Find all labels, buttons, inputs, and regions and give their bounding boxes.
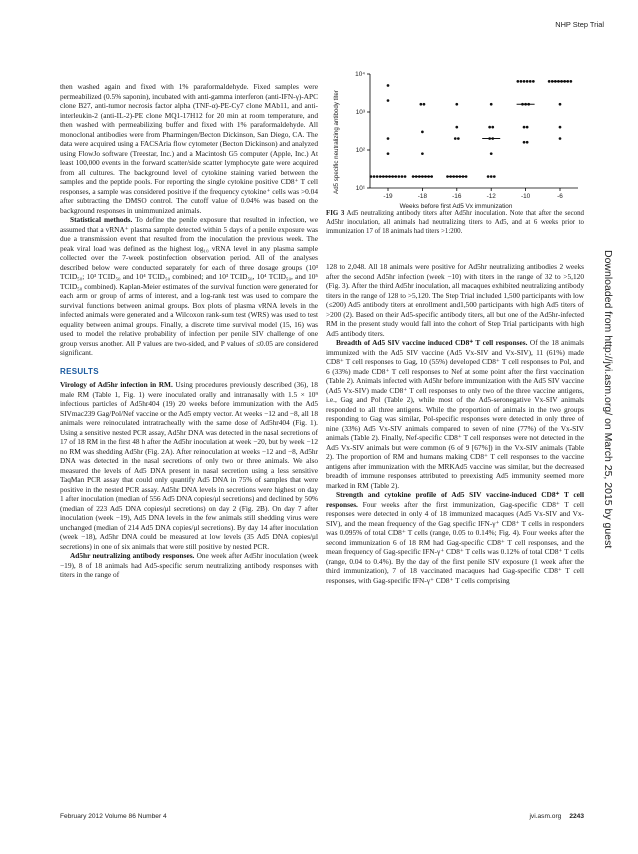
right-column	[326, 262, 584, 585]
data-point	[490, 175, 493, 178]
x-axis-label: Weeks before first Ad5 Vx immunization	[399, 203, 513, 210]
run-in-heading: Strength and cytokine profile of Ad5 SIV vaccine-induced CD8⁺ T cell responses.	[326, 490, 584, 509]
y-tick-label: 10⁴	[355, 71, 365, 79]
download-note[interactable]: Downloaded from http://jvi.asm.org/ on March 25, 2015 by guest	[602, 250, 614, 549]
paragraph	[60, 215, 318, 358]
x-tick-label: -10	[520, 193, 531, 200]
paragraph	[60, 551, 318, 580]
data-point	[398, 175, 401, 178]
data-point	[454, 137, 457, 140]
paragraph	[326, 338, 584, 490]
x-tick-label: -16	[452, 193, 462, 200]
caption-text: Ad5 neutralizing antibody titers after Ad5hr inoculation. Note that after the second Ad5hr inoculation, all animals had neutralizing titers to Ad5, and at 6 weeks prior to immunization 17 of 18 animals had titers >1:200.	[326, 210, 584, 235]
left-column	[60, 82, 318, 580]
data-point	[532, 80, 535, 83]
data-point	[548, 80, 551, 83]
paragraph-body: To define the penile exposure that resulted in infection, we assumed that a vRNA⁺ plasma sample detected within 5 days of a penile exposure was due a transmission event that resulted from the inoculation the previous week. The peak viral load was defined as the highest log₁₀ vRNA level in any plasma sample collected over the 7-week postinfection observation period. All of the analyses described below were conducted separately for each of three dosage groups (10³ TCID₅₀; 10³ TCID₅₀ and 10⁴ TCID₅₀ combined; and 10³ TCID₅₀, 10⁴ TCID₅₀, and 10⁵ TCID₅₀ combined). Kaplan-Meier estimates of the survival function were generated for each arm or group of arms of interest, and a log-rank test was used to compare the survival functions between animal groups. Box plots of plasma vRNA levels in the infected animals were generated and a Wilcoxon rank-sum test (WRS) was used to test equality between animal groups. Finally, a discrete time survival model (15, 16) was used to model the relative probability of infection per penile SIV challenge of one group versus another. All P values are two-sided, and P values of ≤0.05 are considered significant.	[60, 215, 318, 357]
data-point	[421, 152, 424, 155]
x-tick-label: -6	[557, 193, 563, 200]
data-point	[387, 137, 390, 140]
paragraph-body: One week after Ad5hr inoculation (week −19), 8 of 18 animals had Ad5-specific serum neutralizing antibody responses with titers in the range of	[60, 551, 318, 579]
data-point	[523, 126, 526, 129]
data-point	[523, 80, 526, 83]
data-point	[404, 175, 407, 178]
data-point	[523, 141, 526, 144]
run-in-heading: Ad5hr neutralizing antibody responses.	[70, 551, 195, 560]
data-point	[455, 103, 458, 106]
data-point	[490, 103, 493, 106]
figure-3	[328, 66, 588, 216]
data-point	[387, 152, 390, 155]
data-point	[517, 80, 520, 83]
data-point	[559, 137, 562, 140]
footer-site[interactable]: jvi.asm.org	[529, 813, 562, 820]
run-in-heading: Statistical methods.	[70, 215, 133, 224]
paragraph-body: Four weeks after the first immunization, Gag-specific CD8⁺ T cell responses were detected in only 4 of 18 immunized macaques (Ad5 Vx-SIV and Vx-SIV), and the mean frequency of the Gag specific IFN-γ⁺ CD8⁺ T cells in responders was 0.095% of total CD8⁺ T cells (range, 0.05 to 0.14%; Fig. 4). Four weeks after the second immunization 6 of 18 RM had Gag-specific CD8⁺ T cell responses, and the mean frequency of Gag-specific IFN-γ⁺ CD8⁺ T cells was 0.12% of total CD8⁺ T cells (range, 0.04 to 0.4%). By the day of the first penile SIV exposure (1 week after the third immunization), 7 of 18 vaccinated macaques had Gag-specific CD8⁺ T cell responses, with Gag-specific IFN-γ⁺ CD8⁺ T cells comprising	[326, 499, 584, 585]
data-point	[376, 175, 379, 178]
data-point	[526, 141, 529, 144]
data-point	[526, 80, 529, 83]
data-point	[559, 126, 562, 129]
data-point	[455, 126, 458, 129]
x-tick-label: -12	[486, 193, 496, 200]
data-point	[387, 99, 390, 102]
running-header: NHP Step Trial	[555, 20, 604, 29]
data-point	[491, 126, 494, 129]
data-point	[493, 175, 496, 178]
x-tick-label: -18	[417, 193, 428, 200]
download-sidebar	[598, 250, 618, 690]
y-axis-label: Ad5 specific neutralizing antibody titer	[333, 90, 340, 194]
data-point	[526, 126, 529, 129]
data-point	[373, 175, 376, 178]
y-tick-label: 10³	[355, 109, 365, 117]
data-point	[420, 103, 423, 106]
data-point	[490, 152, 493, 155]
paragraph: 128 to 2,048. All 18 animals were positive for Ad5hr neutralizing antibodies 2 weeks after the second Ad5hr infection (week −10) with titers in the range of 32 to >5,120 (Fig. 3). After the third Ad5hr inoculation, all macaques exhibited neutralizing antibody titers in the range of 128 to >5,120. The Step Trial included 1,500 participants with low (≤200) Ad5 antibody titers at enrollment and1,500 participants with high Ad5 titers of >200 (2). Based on their Ad5-specific antibody titers, all but one of the Ad5hr-infected RM in the present study would fall into the cohort of Step Trial participants with high Ad5 antibody titers.	[326, 262, 584, 338]
x-tick-label: -19	[383, 193, 393, 200]
run-in-heading: Virology of Ad5hr infection in RM.	[60, 380, 173, 389]
scatter-chart	[328, 66, 588, 216]
footer-issue: February 2012 Volume 86 Number 4	[60, 813, 167, 820]
data-point	[529, 80, 532, 83]
data-point	[487, 175, 490, 178]
footer-right	[529, 813, 584, 820]
y-tick-label: 10²	[355, 147, 365, 155]
paragraph-body: Of the 18 animals immunized with the Ad5 SIV vaccine (Ad5 Vx-SIV and Vx-SIV), 11 (61%) made CD8⁺ T cell responses to Gag, 10 (55%) developed CD8⁺ T cell responses to Pol, and 6 (33%) made CD8⁺ T cell responses to Nef at some point after the first vaccination (Table 2). Animals infected with Ad5hr before immunization with the Ad5 SIV vaccine (Ad5 Vx-SIV) made CD8⁺ T cell responses to only two of the three vaccine antigens, i.e., Gag and Pol (Table 2), while most of the Ad5-seronegative Vx-SIV animals responded to all three antigens. While the proportion of animals in the two groups responding to Gag was similar, Pol-specific responses were detected in only three of nine (33%) Ad5 Vx-SIV animals compared to seven of nine (77%) of the Vx-SIV animals (Table 2). Finally, Nef-specific CD8⁺ T cell responses were not detected in the Ad5 Vx-SIV animals but were common (6 of 9 [67%]) in the Vx-SIV animals (Table 2). The proportion of RM and humans making CD8⁺ T cell responses to the vaccine antigens after immunization with the MRKAd5 vaccine was similar, but the decreased breadth of immune responses attributed to preexisting Ad5 immunity seemed more marked in RM (Table 2).	[326, 338, 585, 490]
paragraph	[60, 380, 318, 551]
data-point	[370, 175, 373, 178]
paragraph: then washed again and fixed with 1% paraformaldehyde. Fixed samples were permeabilized (0.5% saponin), incubated with anti-gamma interferon (anti-IFN-γ)-APC clone B27, anti-tumor necrosis factor alpha (TNF-α)-PE-Cy7 clone MAb11, and anti-interleukin-2 (anti-IL-2)-PE clone MQ1-17H12 for 20 min at room temperature, and then washed with permeabilizing buffer and fixed with 1% paraformaldehyde. All monoclonal antibodies were from Pharmingen/Becton Dickinson, San Diego, CA. The data were acquired using a FACSAria flow cytometer (Becton Dickinson) and analyzed using FlowJo software (Treestar, Inc.) and a Macintosh G5 computer (Apple, Inc.) At least 100,000 events in the forward scatter/side scatter lymphocyte gate were acquired from all cultures. The background level of cytokine staining varied between the samples and the peptide pools. For reporting the single cytokine positive CD8⁺ T cell responses, a sample was considered positive if the frequency cytokine⁺ cells was >0.04 after subtracting the DMSO control. The cutoff value of 0.04% was based on the background responses in unimmunized animals.	[60, 82, 318, 215]
data-point	[387, 84, 390, 87]
page-number: 2243	[569, 813, 584, 820]
data-point	[559, 103, 562, 106]
y-tick-label: 10¹	[355, 185, 365, 193]
data-point	[520, 80, 523, 83]
run-in-heading: Breadth of Ad5 SIV vaccine induced CD8⁺ T cell responses.	[336, 338, 528, 347]
paragraph-body: Using procedures previously described (36), 18 male RM (Table 1, Fig. 1) were inoculated orally and intranasally with 1.5 × 10⁹ infectious particles of Ad5hr404 (19) 20 weeks before immunization with the Ad5 SIVmac239 Gag/Pol/Nef vaccine or the Ad5 empty vector. At weeks −12 and −8, all 18 animals were reinoculated intratracheally with the same dose of Ad5hr404 (Fig. 1). Using a sensitive nested PCR assay, Ad5hr DNA was detected in the nasal secretions of 17 of 18 RM in the first 48 h after the Ad5hr inoculation at week −20, but by week −12 no RM was shedding Ad5hr (Fig. 2A). After reinoculation at weeks −12 and −8, Ad5hr DNA was detected in the nasal secretions of only two or three animals. We also measured the levels of Ad5 DNA present in nasal secretion using a less sensitive TaqMan PCR assay that could only quantify Ad5 DNA in 75% of samples that were positive in the nested PCR assay. Ad5hr DNA levels in secretions were highest on day 1 after inoculation (median of 556 Ad5 DNA copies/μl secretions) and declined by 50% (median of 223 Ad5 DNA copies/μl secretions) on day 2 (Fig. 2B). On day 7 after inoculation (week −19), Ad5 DNA levels in the few animals still shedding virus were unchanged (median of 214 Ad5 DNA copies/μl secretions). By day 14 after inoculation (week −18), Ad5hr DNA could be measured at low levels (35 Ad5 DNA copies/μl secretions) in one of six animals that were still positive by nested PCR.	[60, 380, 318, 551]
caption-label: FIG 3	[326, 210, 345, 217]
data-point	[421, 131, 424, 134]
data-point	[570, 80, 573, 83]
figure-caption	[326, 210, 584, 236]
paragraph	[326, 490, 584, 585]
data-point	[401, 175, 404, 178]
data-point	[423, 103, 426, 106]
section-heading-results: RESULTS	[60, 366, 99, 376]
data-point	[457, 137, 460, 140]
data-point	[488, 126, 491, 129]
